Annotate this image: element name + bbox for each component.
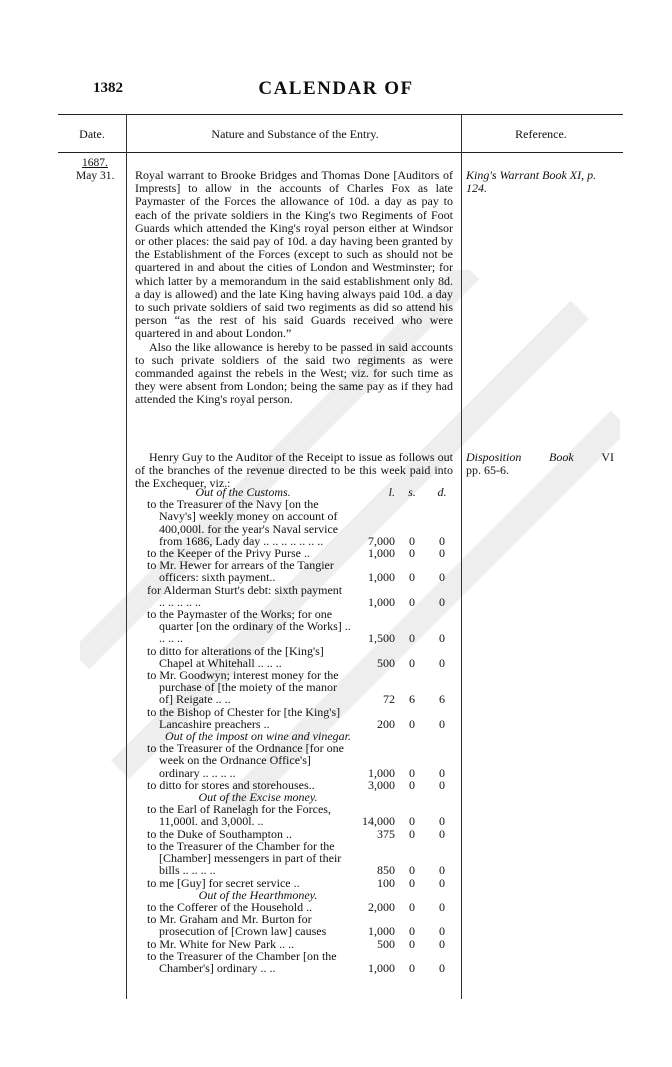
warrant-reference (466, 169, 614, 195)
amount-pounds: 100 (377, 875, 395, 890)
amount-shillings: 0 (409, 594, 415, 609)
entry-year: 1687. (82, 157, 108, 169)
guy-reference-pages: pp. 65-6. (466, 463, 509, 478)
amount-shillings: 0 (409, 631, 415, 646)
amount-shillings: 0 (409, 716, 415, 731)
amount-shillings: 0 (409, 814, 415, 829)
section-heading: Out of the Customs. (195, 485, 291, 499)
payment-description: to the Paymaster of the Works; for one quarter [on the ordinary of the Works] .. .. .. .. (147, 607, 351, 646)
amount-pence: 0 (439, 777, 445, 792)
payment-description: to Mr. Hewer for arrears of the Tangier officers: sixth payment.. (147, 558, 334, 585)
pounds-header: l. (388, 485, 395, 499)
column-divider-right (461, 114, 462, 999)
amount-pence: 0 (439, 924, 445, 939)
amount-shillings: 0 (409, 863, 415, 878)
amount-shillings: 0 (409, 924, 415, 939)
payment-description: to Mr. Goodwyn; interest money for the purchase of [the moiety of the manor of] Reigate .. .. (147, 668, 339, 707)
column-header-reference: Reference. (515, 127, 567, 141)
payment-row (135, 877, 457, 889)
header-rule-bottom (58, 152, 623, 153)
entry-date: May 31. (76, 170, 115, 182)
amount-shillings: 6 (409, 692, 415, 707)
payment-row (135, 803, 457, 827)
amount-pounds: 200 (377, 716, 395, 731)
amount-pence: 0 (439, 814, 445, 829)
payment-description: to the Keeper of the Privy Purse .. (147, 546, 310, 561)
amount-pounds: 14,000 (362, 814, 395, 829)
amount-pence: 0 (439, 765, 445, 780)
amount-pounds: 3,000 (368, 777, 395, 792)
amount-pounds: 1,000 (368, 570, 395, 585)
page-number: 1382 (93, 80, 123, 96)
amount-shillings: 0 (409, 899, 415, 914)
amount-shillings: 0 (409, 777, 415, 792)
payment-description: to the Treasurer of the Chamber for the [Chamber] messengers in part of their bills .. .. .. .. (147, 838, 342, 878)
entry-guy-intro (135, 451, 453, 491)
payment-description: to the Treasurer of the Chamber [on the Chamber's] ordinary .. .. (147, 948, 337, 975)
guy-reference-book: Book (549, 450, 574, 464)
payment-row (135, 913, 457, 937)
warrant-paragraph-1: Royal warrant to Brooke Bridges and Thomas Done [Auditors of Imprests] to allow in the accounts of Charles Fox as late Paymaster of the Forces the allowance of 10d. a day as pay to each of the private soldiers in the King's two Regiments of Foot Guards which attended the King's royal person either at Windsor or other places: the said pay of 10d. a day having been granted by the Establishment of the Forces (except to such as should not be quartered in and about the cities of London and Westminster; for which latter by a memorandum in the said establishment only 8d. a day is allowed) and the late King having always paid 10d. a day to such private soldiers of said two regiments as did so attend his person “as the rest of his said Guards received who were quartered in and about London.” (135, 168, 453, 341)
amount-pounds: 1,500 (368, 631, 395, 646)
amount-shillings: 0 (409, 546, 415, 561)
payment-description: to Mr. White for New Park .. .. (147, 936, 295, 951)
amount-shillings: 0 (409, 875, 415, 890)
header-rule-top (58, 114, 623, 115)
payment-description: to ditto for alterations of the [King's] Chapel at Whitehall .. .. .. (147, 643, 324, 670)
amount-pence: 0 (439, 863, 445, 878)
amount-pence: 0 (439, 655, 445, 670)
amount-pounds: 2,000 (368, 899, 395, 914)
amount-pounds: 500 (377, 936, 395, 951)
payment-row (135, 742, 457, 779)
payment-description: to Mr. Graham and Mr. Burton for prosecution of [Crown law] causes (147, 912, 327, 939)
shillings-header: s. (408, 485, 416, 499)
amount-pence: 0 (439, 936, 445, 951)
payment-row (135, 669, 457, 706)
pence-header: d. (437, 485, 447, 499)
guy-reference-title: Disposition (466, 450, 522, 464)
amount-pence: 0 (439, 546, 445, 561)
amount-pounds: 1,000 (368, 765, 395, 780)
payment-description: to ditto for stores and storehouses.. (147, 777, 315, 792)
payment-row (135, 584, 457, 608)
amount-pounds: 7,000 (368, 533, 395, 548)
amount-pence: 0 (439, 899, 445, 914)
payment-row (135, 559, 457, 583)
payment-row (135, 645, 457, 669)
payment-row (135, 840, 457, 877)
section-heading: Out of the Excise money. (198, 790, 318, 805)
payment-row (135, 608, 457, 645)
amount-pounds: 375 (377, 826, 395, 841)
amount-pounds: 1,000 (368, 960, 395, 975)
amount-pence: 0 (439, 716, 445, 731)
payment-description: to the Duke of Southampton .. (147, 826, 292, 841)
amount-pounds: 72 (383, 692, 395, 707)
amount-pence: 0 (439, 960, 445, 975)
amount-pounds: 850 (377, 863, 395, 878)
payment-description: to the Treasurer of the Navy [on the Navy's] weekly money on account of 400,000l. for the year's Naval service from 1686, Lady day .. .. .. .. .. .. .. (147, 497, 339, 548)
entry-warrant-text (135, 169, 453, 407)
payment-description: to the Bishop of Chester for [the King's] Lancashire preachers .. (147, 704, 341, 731)
payments-table (135, 486, 457, 974)
payment-description: to the Treasurer of the Ordnance [for one week on the Ordnance Office's] ordinary .. .. .. .. (147, 741, 344, 780)
amount-shillings: 0 (409, 765, 415, 780)
payment-description: for Alderman Sturt's debt: sixth payment .. .. .. .. .. (147, 582, 343, 609)
payment-description: to the Cofferer of the Household .. (147, 899, 313, 914)
payment-row (135, 498, 457, 547)
amount-pence: 0 (439, 533, 445, 548)
section-heading: Out of the Hearthmoney. (198, 887, 318, 902)
amount-shillings: 0 (409, 826, 415, 841)
amount-shillings: 0 (409, 655, 415, 670)
guy-intro-paragraph: Henry Guy to the Auditor of the Receipt to issue as follows out of the branches of the revenue directed to be this week paid into the Exchequer, viz.: (135, 450, 453, 491)
column-header-nature: Nature and Substance of the Entry. (211, 127, 379, 141)
amount-pence: 0 (439, 570, 445, 585)
amount-shillings: 0 (409, 960, 415, 975)
amount-pence: 0 (439, 631, 445, 646)
payment-description: to me [Guy] for secret service .. (147, 875, 300, 890)
warrant-paragraph-2: Also the like allowance is hereby to be passed in said accounts to such private soldiers of the said two regiments as were commanded against the rebels in the West; viz. for such time as they were absent from London; being the same pay as if they had attended the King's royal person. (135, 339, 453, 407)
amount-pounds: 500 (377, 655, 395, 670)
warrant-reference-text: King's Warrant Book XI, p. 124. (466, 168, 597, 196)
payment-description: to the Earl of Ranelagh for the Forces, 11,000l. and 3,000l. .. (147, 802, 331, 829)
amount-pence: 0 (439, 594, 445, 609)
column-divider-left (126, 114, 127, 999)
section-heading: Out of the impost on wine and vinegar. (165, 729, 351, 744)
amount-pence: 6 (439, 692, 445, 707)
amount-pounds: 1,000 (368, 924, 395, 939)
guy-reference-volume: VI (601, 450, 614, 464)
payment-row (135, 706, 457, 730)
column-header-date: Date. (79, 127, 105, 141)
payment-row (135, 938, 457, 950)
payment-row (135, 950, 457, 974)
amount-shillings: 0 (409, 533, 415, 548)
amount-pounds: 1,000 (368, 594, 395, 609)
amount-shillings: 0 (409, 936, 415, 951)
amount-pence: 0 (439, 875, 445, 890)
amount-shillings: 0 (409, 570, 415, 585)
amount-pounds: 1,000 (368, 546, 395, 561)
running-head: CALENDAR OF (258, 78, 414, 99)
amount-pence: 0 (439, 826, 445, 841)
guy-reference (466, 451, 614, 477)
